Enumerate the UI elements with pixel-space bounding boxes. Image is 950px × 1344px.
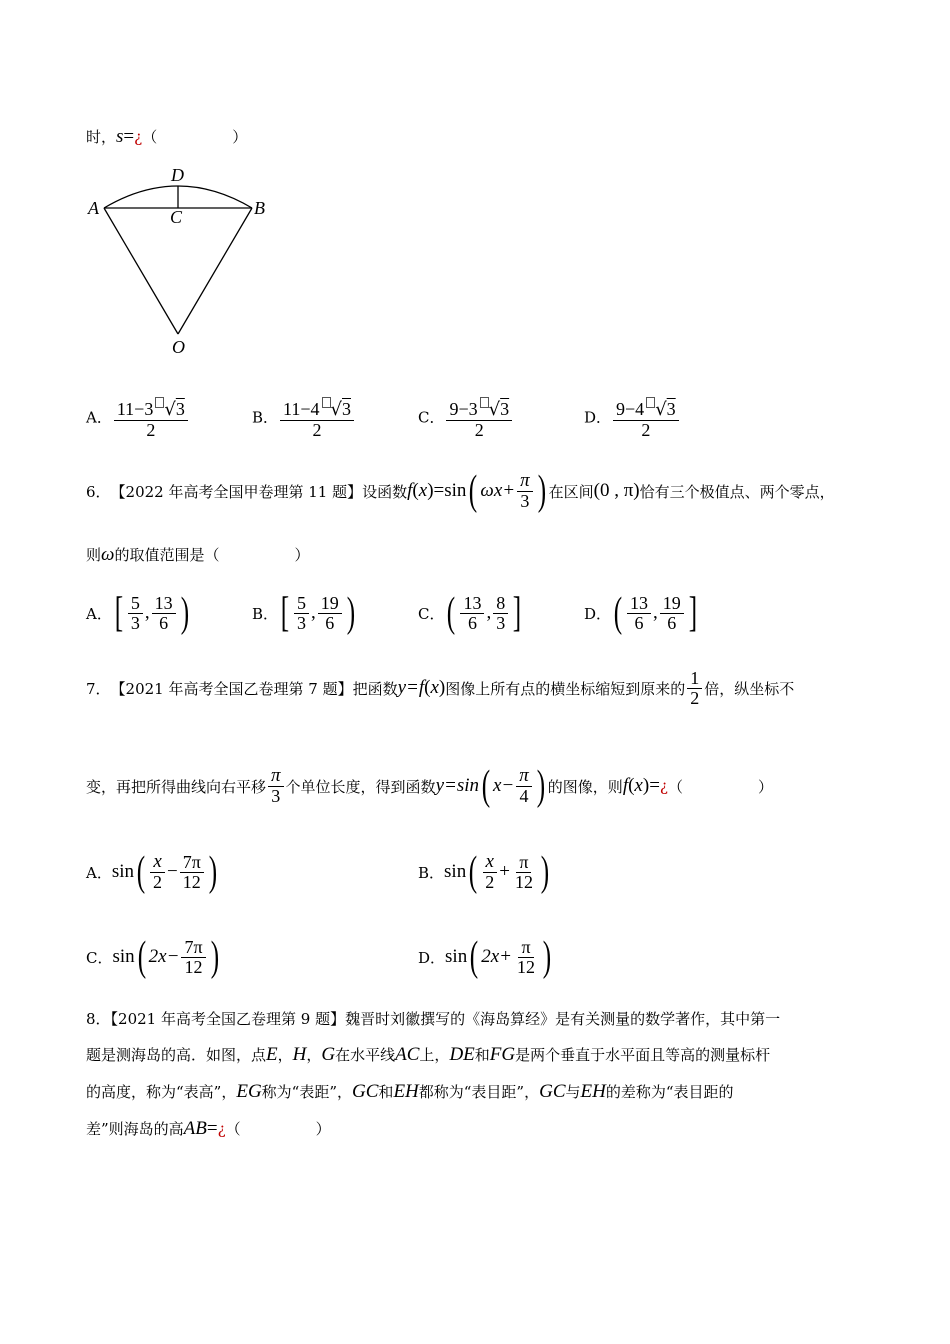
sqrt-icon: √ bbox=[330, 399, 342, 420]
q7-option-d[interactable]: D． sin ( 2x+ $\frac{\pi}{12}$ ) bbox=[418, 934, 552, 980]
q6-option-b[interactable]: B． [ $\frac{5}{3}$ , $\frac{19}{6}$ ) bbox=[252, 590, 355, 636]
missing-glyph-icon bbox=[480, 397, 489, 408]
missing-glyph-icon bbox=[646, 397, 655, 408]
label-d: D bbox=[171, 165, 184, 185]
q7-option-c[interactable]: C． sin ( 2x− $\frac{7\pi}{12}$ ) bbox=[86, 934, 219, 980]
segment-ob bbox=[178, 208, 252, 334]
answer-blank: （ ） bbox=[142, 128, 248, 146]
sqrt-icon: √ bbox=[655, 399, 667, 420]
q6-option-a[interactable]: A． [ $\frac{5}{3}$ , $\frac{13}{6}$ ) bbox=[86, 590, 189, 636]
label-c: C bbox=[170, 207, 183, 227]
q8-line-2: 题是测海岛的高．如图，点E，H，G在水平线AC上，DE和FG是两个垂直于水平面且等高的测量标杆 bbox=[86, 1044, 771, 1065]
q7-source: 【2021 年高考全国乙卷理第 7 题】 bbox=[110, 679, 353, 698]
q8-source: 【2021 年高考全国乙卷理第 9 题】 bbox=[110, 1010, 346, 1028]
q8-line-3: 的高度，称为“表高”，EG称为“表距”，GC和EH都称为“表目距”，GC与EH的差称为“表目距的 bbox=[86, 1081, 734, 1102]
q5-option-d[interactable]: D． $\frac{9-4 √3}{2}$ bbox=[584, 397, 681, 440]
sqrt-icon: √ bbox=[164, 399, 176, 420]
q7-line-2: 变，再把所得曲线向右平移 $\frac{\pi}{3}$ 个单位长度，得到函数 y=sin ( x− $\frac{\pi}{4}$ ) 的图像，则 f ( x ) = ¿ （ ） bbox=[86, 763, 773, 809]
missing-glyph-icon bbox=[155, 397, 164, 408]
sqrt-icon: √ bbox=[488, 399, 501, 420]
q7-option-b[interactable]: B． sin ( $\frac{x}{2}$ + $\frac{\pi}{12}$ ) bbox=[418, 849, 550, 895]
sector-figure bbox=[80, 160, 280, 360]
label-a: A bbox=[88, 198, 99, 218]
q8-line-1: 8．【2021 年高考全国乙卷理第 9 题】魏晋时刘徽撰写的《海岛算经》是有关测量的数学著作，其中第一 bbox=[86, 1010, 781, 1028]
label-o: O bbox=[172, 337, 185, 357]
q5-option-c[interactable]: C． $\frac{9-3 √3}{2}$ bbox=[418, 397, 514, 440]
q6-source: 【2022 年高考全国甲卷理第 11 题】 bbox=[110, 482, 363, 501]
inverted-question-mark: ¿ bbox=[134, 128, 143, 146]
q5-option-b[interactable]: B． $\frac{11-4 √3}{2}$ bbox=[252, 397, 356, 440]
q6-option-c[interactable]: C． ( $\frac{13}{6}$ , $\frac{8}{3}$ ] bbox=[418, 590, 522, 636]
label-b: B bbox=[254, 198, 265, 218]
q6-option-d[interactable]: D． ( $\frac{13}{6}$ , $\frac{19}{6}$ ] bbox=[584, 590, 697, 636]
missing-glyph-icon bbox=[322, 397, 331, 408]
segment-oa bbox=[104, 208, 178, 334]
q8-line-4: 差”则海岛的高AB=¿（ ） bbox=[86, 1118, 331, 1139]
q7-option-a[interactable]: A． sin ( $\frac{x}{2}$ − $\frac{7\pi}{12}$ ) bbox=[86, 849, 218, 895]
equals-sign: = bbox=[123, 126, 135, 147]
q5-option-a[interactable]: A． $\frac{11-3 √3}{2}$ bbox=[86, 397, 190, 440]
q6-line-1: 6． 【2022 年高考全国甲卷理第 11 题】 设函数 f ( x ) =sin ( ωx+ $\frac{\pi}{3}$ ) 在区间 ( 0 , π ) 恰有三个极值点、两个零点， bbox=[86, 468, 835, 514]
var-s: s bbox=[116, 126, 124, 147]
q6-line-2: 则ω的取值范围是（ ） bbox=[86, 544, 310, 565]
q5-prefix: 时， bbox=[86, 128, 117, 146]
q5-tail-line bbox=[86, 126, 247, 148]
q7-line-1: 7． 【2021 年高考全国乙卷理第 7 题】 把函数 y=f ( x ) 图像上所有点的横坐标缩短到原来的 $\frac{1}{2}$ 倍，纵坐标不 bbox=[86, 667, 795, 708]
